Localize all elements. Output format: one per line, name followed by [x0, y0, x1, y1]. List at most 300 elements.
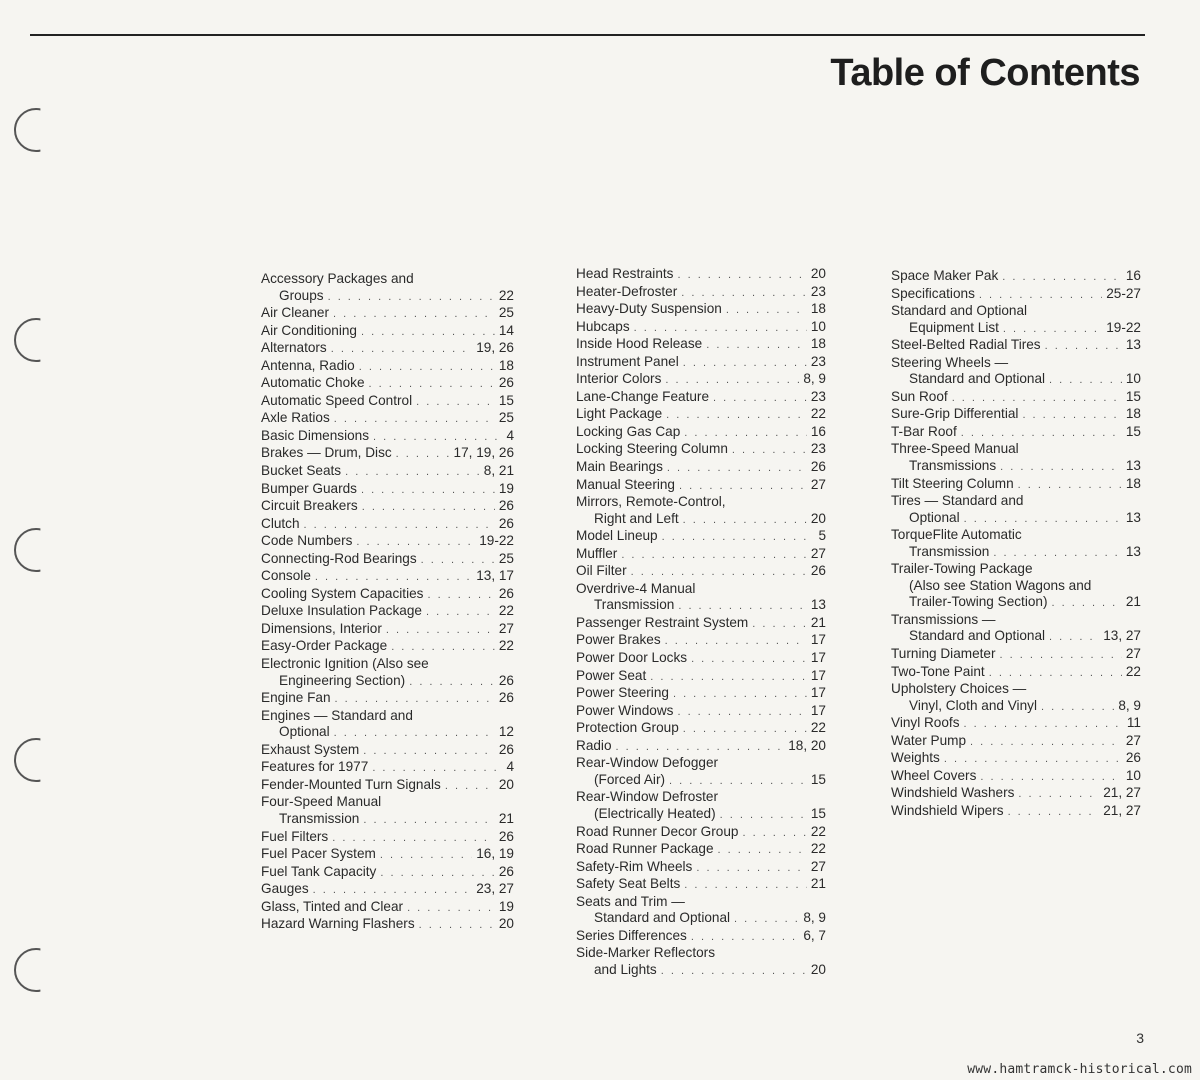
- toc-entry-text: Deluxe Insulation Package: [261, 603, 422, 619]
- toc-entry: [891, 476, 1141, 494]
- toc-entry: [891, 337, 1141, 355]
- toc-entry-text: Hubcaps: [576, 318, 630, 334]
- toc-entry-text: T-Bar Roof: [891, 423, 957, 439]
- toc-page-ref: 23: [810, 441, 826, 457]
- dot-leader: [1052, 595, 1122, 612]
- toc-entry: [261, 428, 514, 446]
- toc-page-ref: 20: [810, 510, 826, 526]
- toc-entry-text: Four-Speed Manual: [261, 794, 382, 810]
- toc-page-ref: 20: [498, 776, 514, 792]
- toc-entry-text: Windshield Wipers: [891, 802, 1004, 818]
- dot-leader: [964, 716, 1123, 733]
- toc-page-ref: 8, 21: [483, 463, 514, 479]
- toc-page-ref: 26: [498, 828, 514, 844]
- toc-entry: [576, 546, 826, 564]
- dot-leader: [621, 547, 807, 564]
- watermark: www.hamtramck-historical.com: [967, 1062, 1192, 1077]
- toc-entry-text: Side-Marker Reflectors: [576, 945, 715, 961]
- toc-entry-text: Muffler: [576, 545, 618, 561]
- toc-entry: [576, 406, 826, 424]
- toc-page-ref: 10: [1125, 371, 1141, 387]
- toc-entry-text: Turning Diameter: [891, 646, 996, 662]
- toc-page-ref: 15: [810, 771, 826, 787]
- toc-page-ref: 15: [810, 805, 826, 821]
- toc-entry: [261, 742, 514, 760]
- toc-entry-text: Sun Roof: [891, 388, 948, 404]
- toc-entry: [261, 864, 514, 882]
- toc-entry-text: Road Runner Package: [576, 841, 714, 857]
- toc-page-ref: 22: [810, 841, 826, 857]
- toc-entry: [576, 738, 826, 756]
- dot-leader: [666, 407, 807, 424]
- toc-entry-text: Hazard Warning Flashers: [261, 916, 415, 932]
- toc-entry-text: Steel-Belted Radial Tires: [891, 337, 1041, 353]
- toc-entry-text: Engineering Section): [279, 672, 406, 688]
- dot-leader: [363, 812, 495, 829]
- toc-page-ref: 25: [498, 550, 514, 566]
- toc-page-ref: 17: [810, 667, 826, 683]
- toc-page-ref: 19: [498, 480, 514, 496]
- toc-page-ref: 22: [1125, 663, 1141, 679]
- toc-entry: [261, 586, 514, 604]
- toc-entry: [891, 268, 1141, 286]
- dot-leader: [445, 778, 495, 795]
- toc-entry: [891, 561, 1141, 612]
- toc-page-ref: 22: [810, 823, 826, 839]
- dot-leader: [673, 686, 807, 703]
- dot-leader: [952, 390, 1122, 407]
- dot-leader: [426, 604, 495, 621]
- toc-entry: [576, 894, 826, 928]
- toc-entry-text: Safety-Rim Wheels: [576, 858, 693, 874]
- dot-leader: [669, 773, 807, 790]
- toc-entry-text: Bumper Guards: [261, 480, 357, 496]
- toc-page-ref: 20: [810, 266, 826, 281]
- toc-entry: [576, 581, 826, 615]
- toc-entry-text: Steering Wheels —: [891, 354, 1009, 370]
- dot-leader: [734, 911, 799, 928]
- toc-entry-text: Air Conditioning: [261, 322, 357, 338]
- toc-entry: [891, 389, 1141, 407]
- toc-entry: [891, 803, 1141, 821]
- toc-page-ref: 8, 9: [803, 910, 826, 926]
- dot-leader: [363, 743, 495, 760]
- toc-entry: [576, 424, 826, 442]
- toc-entry-text: Clutch: [261, 515, 300, 531]
- toc-entry-text: Basic Dimensions: [261, 427, 370, 443]
- toc-entry: [261, 621, 514, 639]
- toc-page-ref: 17: [810, 650, 826, 666]
- toc-entry-text: Wheel Covers: [891, 767, 977, 783]
- toc-page-ref: 26: [498, 585, 514, 601]
- dot-leader: [678, 598, 807, 615]
- toc-entry-text: Rear-Window Defroster: [576, 789, 719, 805]
- toc-page-ref: 25: [498, 305, 514, 321]
- toc-entry: [576, 703, 826, 721]
- dot-leader: [409, 674, 495, 691]
- toc-entry-text: Vinyl, Cloth and Vinyl: [909, 697, 1037, 713]
- dot-leader: [333, 306, 495, 323]
- toc-entry: [576, 841, 826, 859]
- toc-page-ref: 17: [810, 685, 826, 701]
- toc-entry-text: Radio: [576, 737, 612, 753]
- toc-entry-text: (Electrically Heated): [594, 805, 716, 821]
- toc-entry: [261, 551, 514, 569]
- toc-entry: [261, 498, 514, 516]
- toc-page-ref: 13: [1125, 458, 1141, 474]
- toc-entry: [261, 759, 514, 777]
- toc-page-ref: 19-22: [1106, 319, 1141, 335]
- toc-page-ref: 25-27: [1106, 285, 1141, 301]
- toc-entry: [261, 358, 514, 376]
- toc-page-ref: 26: [498, 375, 514, 391]
- toc-page-ref: 16, 19: [476, 846, 514, 862]
- toc-entry: [891, 303, 1141, 337]
- toc-page-ref: 23: [810, 388, 826, 404]
- toc-entry-text: Trailer-Towing Package: [891, 561, 1033, 577]
- dot-leader: [720, 807, 807, 824]
- toc-entry-text: Trailer-Towing Section): [909, 594, 1048, 610]
- toc-entry: [261, 463, 514, 481]
- dot-leader: [427, 587, 494, 604]
- dot-leader: [683, 721, 807, 738]
- toc-entry-text: Groups: [279, 287, 324, 303]
- dot-leader: [718, 842, 807, 859]
- dot-leader: [964, 511, 1122, 528]
- dot-leader: [683, 512, 807, 529]
- toc-entry-text: Code Numbers: [261, 533, 353, 549]
- toc-entry-text: Optional: [909, 509, 960, 525]
- toc-entry: [576, 371, 826, 389]
- toc-entry: [576, 301, 826, 319]
- toc-entry: [261, 690, 514, 708]
- toc-entry-text: Dimensions, Interior: [261, 620, 382, 636]
- toc-entry: [576, 494, 826, 528]
- toc-entry: [261, 393, 514, 411]
- toc-entry-text: Engine Fan: [261, 690, 331, 706]
- toc-entry: [891, 750, 1141, 768]
- dot-leader: [665, 633, 807, 650]
- toc-page-ref: 23: [810, 353, 826, 369]
- toc-page-ref: 27: [810, 476, 826, 492]
- toc-entry: [576, 789, 826, 823]
- dot-leader: [677, 704, 806, 721]
- toc-entry: [576, 336, 826, 354]
- toc-entry: [261, 305, 514, 323]
- toc-entry-text: Protection Group: [576, 720, 679, 736]
- toc-entry: [891, 493, 1141, 527]
- toc-entry-text: Axle Ratios: [261, 410, 330, 426]
- dot-leader: [1003, 321, 1102, 338]
- toc-entry-text: Air Cleaner: [261, 305, 329, 321]
- toc-page-ref: 26: [1125, 750, 1141, 766]
- dot-leader: [684, 425, 807, 442]
- dot-leader: [726, 302, 807, 319]
- toc-entry: [261, 777, 514, 795]
- toc-entry-text: Power Brakes: [576, 632, 661, 648]
- toc-entry-text: Passenger Restraint System: [576, 614, 749, 630]
- dot-leader: [634, 320, 807, 337]
- toc-page-ref: 12: [498, 724, 514, 740]
- toc-entry: [576, 668, 826, 686]
- binder-hole: [14, 318, 58, 362]
- toc-entry-text: Accessory Packages and: [261, 271, 414, 286]
- dot-leader: [361, 482, 495, 499]
- toc-entry: [576, 284, 826, 302]
- binder-hole: [14, 108, 58, 152]
- toc-page-ref: 26: [498, 863, 514, 879]
- dot-leader: [681, 285, 807, 302]
- toc-entry-text: Cooling System Capacities: [261, 585, 424, 601]
- toc-entry-text: Alternators: [261, 340, 327, 356]
- toc-entry: [576, 928, 826, 946]
- dot-leader: [661, 963, 807, 980]
- toc-page-ref: 26: [498, 672, 514, 688]
- toc-entry-text: Optional: [279, 724, 330, 740]
- toc-entry-text: Transmission: [594, 597, 675, 613]
- dot-leader: [419, 917, 495, 934]
- toc-page-ref: 27: [1125, 646, 1141, 662]
- toc-entry: [576, 650, 826, 668]
- toc-page-ref: 23, 27: [476, 881, 514, 897]
- dot-leader: [970, 734, 1122, 751]
- toc-entry: [576, 459, 826, 477]
- toc-entry: [576, 945, 826, 979]
- toc-entry: [261, 323, 514, 341]
- dot-leader: [1018, 786, 1099, 803]
- toc-entry-text: Exhaust System: [261, 741, 360, 757]
- toc-page-ref: 21: [810, 876, 826, 892]
- dot-leader: [650, 669, 807, 686]
- dot-leader: [396, 446, 450, 463]
- dot-leader: [1000, 647, 1122, 664]
- toc-page-ref: 13, 27: [1103, 628, 1141, 644]
- toc-entry: [261, 846, 514, 864]
- toc-entry-text: Two-Tone Paint: [891, 663, 985, 679]
- toc-entry-text: Model Lineup: [576, 528, 658, 544]
- dot-leader: [752, 616, 807, 633]
- toc-page-ref: 15: [1125, 423, 1141, 439]
- toc-entry-text: Overdrive-4 Manual: [576, 580, 696, 596]
- toc-entry-text: Gauges: [261, 881, 309, 897]
- dot-leader: [961, 425, 1122, 442]
- toc-page-ref: 18: [810, 336, 826, 352]
- binder-hole: [14, 738, 58, 782]
- toc-page-ref: 21: [810, 614, 826, 630]
- toc-page-ref: 22: [810, 720, 826, 736]
- toc-page-ref: 22: [498, 638, 514, 654]
- binder-hole: [14, 528, 58, 572]
- dot-leader: [1022, 407, 1121, 424]
- toc-entry-text: Light Package: [576, 406, 663, 422]
- toc-entry: [891, 406, 1141, 424]
- toc-page-ref: 26: [498, 690, 514, 706]
- dot-leader: [691, 929, 799, 946]
- toc-entry-text: Specifications: [891, 285, 975, 301]
- dot-leader: [679, 478, 807, 495]
- toc-entry: [891, 715, 1141, 733]
- toc-page-ref: 13, 17: [476, 568, 514, 584]
- toc-entry-text: Standard and Optional: [594, 910, 731, 926]
- toc-page-ref: 27: [810, 858, 826, 874]
- toc-column-1: [261, 271, 514, 934]
- toc-page-ref: 25: [498, 410, 514, 426]
- toc-page-ref: 26: [810, 563, 826, 579]
- dot-leader: [706, 337, 807, 354]
- toc-page-ref: 17, 19, 26: [453, 445, 514, 461]
- toc-page-ref: 18: [810, 301, 826, 317]
- toc-page-ref: 26: [498, 498, 514, 514]
- toc-page-ref: 4: [506, 427, 514, 443]
- toc-entry-text: Series Differences: [576, 927, 687, 943]
- toc-entry: [891, 286, 1141, 304]
- dot-leader: [407, 900, 495, 917]
- dot-leader: [1049, 629, 1099, 646]
- dot-leader: [380, 865, 495, 882]
- toc-entry: [576, 319, 826, 337]
- dot-leader: [662, 529, 815, 546]
- toc-entry-text: Antenna, Radio: [261, 357, 355, 373]
- toc-entry-text: Heater-Defroster: [576, 283, 678, 299]
- toc-entry-text: Oil Filter: [576, 563, 627, 579]
- toc-entry-text: Mirrors, Remote-Control,: [576, 494, 726, 510]
- toc-entry-text: Space Maker Pak: [891, 268, 999, 283]
- toc-entry: [576, 441, 826, 459]
- toc-entry: [261, 794, 514, 828]
- toc-entry: [576, 354, 826, 372]
- toc-page-ref: 27: [1125, 732, 1141, 748]
- toc-entry-text: (Also see Station Wagons and: [909, 577, 1092, 593]
- toc-page-ref: 10: [810, 318, 826, 334]
- toc-entry: [891, 733, 1141, 751]
- toc-entry-text: Right and Left: [594, 510, 679, 526]
- dot-leader: [631, 564, 807, 581]
- toc-page-ref: 22: [810, 406, 826, 422]
- dot-leader: [683, 355, 807, 372]
- toc-entry-text: Power Steering: [576, 685, 669, 701]
- toc-page-ref: 16: [810, 423, 826, 439]
- toc-entry-text: Glass, Tinted and Clear: [261, 898, 404, 914]
- dot-leader: [742, 825, 806, 842]
- toc-entry: [261, 899, 514, 917]
- dot-leader: [1045, 338, 1122, 355]
- dot-leader: [380, 847, 472, 864]
- toc-entry: [891, 785, 1141, 803]
- dot-leader: [980, 769, 1122, 786]
- dot-leader: [979, 287, 1102, 304]
- toc-entry-text: Tires — Standard and: [891, 493, 1024, 509]
- toc-entry: [261, 516, 514, 534]
- dot-leader: [665, 372, 799, 389]
- toc-page-ref: 21: [498, 810, 514, 826]
- dot-leader: [372, 760, 502, 777]
- dot-leader: [713, 390, 807, 407]
- toc-page-ref: 10: [1125, 767, 1141, 783]
- toc-column-2: [576, 266, 826, 979]
- toc-entry-text: Lane-Change Feature: [576, 388, 710, 404]
- dot-leader: [356, 534, 475, 551]
- dot-leader: [334, 725, 495, 742]
- dot-leader: [1049, 372, 1122, 389]
- toc-page-ref: 17: [810, 632, 826, 648]
- toc-entry: [891, 664, 1141, 682]
- toc-page-ref: 21, 27: [1103, 802, 1141, 818]
- toc-entry-text: Heavy-Duty Suspension: [576, 301, 722, 317]
- toc-page-ref: 8, 9: [803, 371, 826, 387]
- dot-leader: [989, 665, 1122, 682]
- toc-entry: [261, 568, 514, 586]
- toc-page-ref: 20: [810, 961, 826, 977]
- toc-entry: [891, 355, 1141, 389]
- toc-entry: [261, 533, 514, 551]
- toc-entry-text: Head Restraints: [576, 266, 674, 281]
- toc-entry-text: Electronic Ignition (Also see: [261, 656, 429, 672]
- toc-entry: [261, 881, 514, 899]
- dot-leader: [334, 411, 495, 428]
- toc-entry-text: Windshield Washers: [891, 785, 1015, 801]
- toc-entry: [261, 829, 514, 847]
- toc-entry: [261, 916, 514, 934]
- toc-page-ref: 17: [810, 702, 826, 718]
- dot-leader: [335, 691, 495, 708]
- toc-page-ref: 13: [810, 597, 826, 613]
- toc-page-ref: 26: [498, 741, 514, 757]
- page-title: Table of Contents: [830, 52, 1140, 94]
- toc-page-ref: 27: [810, 545, 826, 561]
- toc-entry-text: Inside Hood Release: [576, 336, 703, 352]
- dot-leader: [677, 267, 806, 284]
- toc-page-ref: 15: [1125, 388, 1141, 404]
- toc-entry-text: Easy-Order Package: [261, 638, 388, 654]
- toc-page-ref: 15: [498, 392, 514, 408]
- toc-entry-text: Road Runner Decor Group: [576, 823, 739, 839]
- toc-page-ref: 21, 27: [1103, 785, 1141, 801]
- toc-entry-text: Console: [261, 568, 311, 584]
- toc-entry: [576, 859, 826, 877]
- dot-leader: [373, 429, 502, 446]
- toc-entry-text: Safety Seat Belts: [576, 876, 681, 892]
- binder-hole: [14, 948, 58, 992]
- toc-page-ref: 16: [1125, 268, 1141, 283]
- toc-entry: [261, 638, 514, 656]
- toc-entry: [261, 445, 514, 463]
- toc-page-ref: 18, 20: [788, 737, 826, 753]
- dot-leader: [421, 552, 495, 569]
- toc-entry-text: Locking Gas Cap: [576, 423, 681, 439]
- toc-entry: [576, 685, 826, 703]
- toc-page-ref: 11: [1126, 715, 1141, 731]
- dot-leader: [1000, 459, 1122, 476]
- dot-leader: [1041, 699, 1114, 716]
- toc-entry-text: Brakes — Drum, Disc: [261, 445, 392, 461]
- toc-entry: [891, 527, 1141, 561]
- dot-leader: [1002, 269, 1122, 286]
- toc-page-ref: 23: [810, 283, 826, 299]
- toc-entry: [261, 603, 514, 621]
- toc-entry-text: Fuel Pacer System: [261, 846, 376, 862]
- dot-leader: [691, 651, 807, 668]
- dot-leader: [361, 324, 495, 341]
- toc-page-ref: 4: [506, 759, 514, 775]
- toc-page-ref: 18: [1125, 406, 1141, 422]
- toc-page-ref: 19, 26: [476, 340, 514, 356]
- toc-entry-text: Power Door Locks: [576, 650, 688, 666]
- dot-leader: [331, 341, 472, 358]
- dot-leader: [1018, 477, 1122, 494]
- toc-entry-text: Transmissions: [909, 458, 997, 474]
- dot-leader: [732, 442, 807, 459]
- toc-entry: [891, 424, 1141, 442]
